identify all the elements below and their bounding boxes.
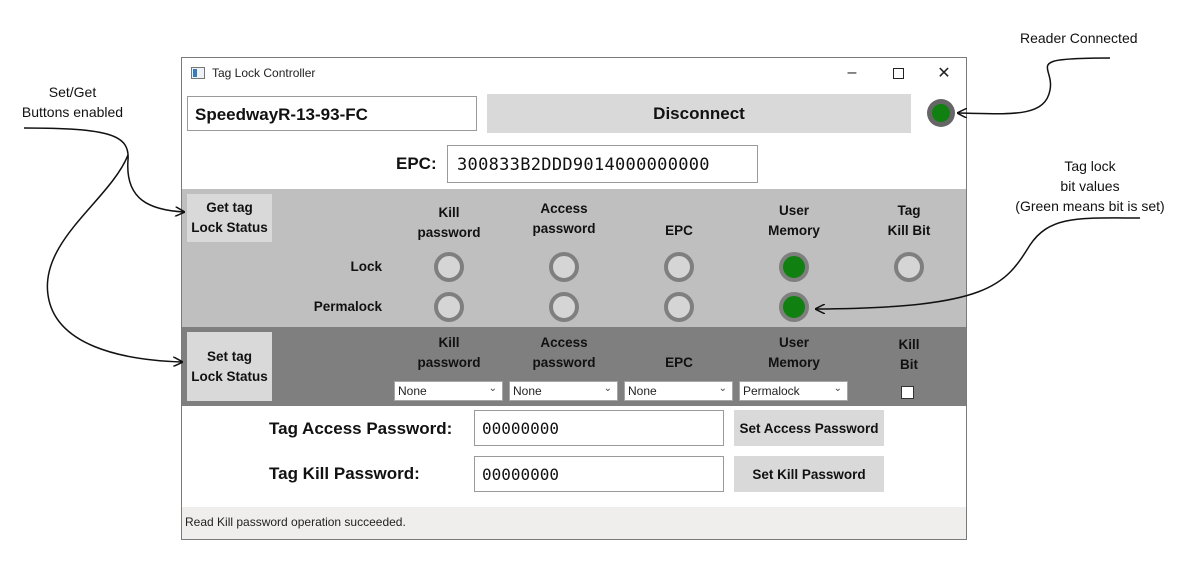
epc-label: EPC: (396, 154, 437, 173)
minimize-icon: – (847, 64, 857, 81)
set-access-password-button[interactable]: Set Access Password (734, 410, 884, 446)
get-button-line1: Get tag (206, 200, 253, 215)
set-col-killbit-line1: Kill (898, 337, 920, 352)
annotation-set-get-line2: Buttons enabled (21, 104, 124, 120)
chevron-down-icon: ⌄ (488, 383, 497, 394)
close-icon: ✕ (937, 65, 951, 82)
epc-value-field[interactable]: 300833B2DDD9014000000000 (447, 145, 758, 183)
get-col-kill-line2: password (417, 225, 481, 240)
set-button-line1: Set tag (206, 348, 252, 364)
user-memory-lock-value: Permalock (743, 384, 800, 398)
set-col-user-line1: User (778, 335, 810, 350)
reader-hostname-input[interactable]: SpeedwayR-13-93-FC (187, 96, 477, 131)
set-kill-password-button[interactable]: Set Kill Password (734, 456, 884, 492)
set-col-access-line1: Access (540, 335, 588, 350)
set-col-kill-line2: password (417, 355, 481, 370)
annotation-tag-lock-line2: bit values (1060, 178, 1120, 194)
set-col-killbit-line2: Bit (900, 357, 918, 372)
get-col-killbit-line1: Tag (897, 203, 921, 218)
status-message: Read Kill password operation succeeded. (185, 515, 406, 529)
get-button-line2: Lock Status (191, 220, 268, 235)
arrow-tag-lock-bits (816, 218, 1140, 309)
window-title: Tag Lock Controller (212, 66, 316, 80)
tag-access-password-input[interactable]: 00000000 (474, 410, 724, 446)
disconnect-button[interactable]: Disconnect (487, 94, 911, 133)
row-label-permalock: Permalock (313, 299, 382, 314)
chevron-down-icon: ⌄ (603, 383, 612, 394)
set-col-epc-label: EPC (665, 355, 693, 370)
set-col-access-line2: password (532, 355, 596, 370)
get-col-kill-line1: Kill (438, 205, 460, 220)
get-col-killbit-line2: Kill Bit (887, 223, 931, 238)
get-col-access-line2: password (532, 221, 596, 236)
set-col-user-line2: Memory (768, 355, 820, 370)
row-label-lock: Lock (350, 259, 382, 274)
access-password-lock-value: None (513, 384, 542, 398)
arrow-reader-connected (958, 58, 1110, 114)
get-col-epc-label: EPC (665, 223, 693, 238)
chevron-down-icon: ⌄ (833, 383, 842, 394)
get-col-user-line1: User (778, 203, 810, 218)
epc-lock-value: None (628, 384, 657, 398)
arrow-set-button (47, 155, 182, 362)
tag-kill-password-label: Tag Kill Password: (269, 464, 420, 483)
get-col-user-line2: Memory (768, 223, 820, 238)
chevron-down-icon: ⌄ (718, 383, 727, 394)
kill-password-lock-value: None (398, 384, 427, 398)
annotation-tag-lock-line1: Tag lock (1064, 158, 1116, 174)
annotation-set-get-line1: Set/Get (48, 84, 97, 100)
tag-access-password-label: Tag Access Password: (269, 419, 453, 438)
get-col-access-line1: Access (540, 201, 588, 216)
arrow-get-button (24, 128, 184, 212)
set-col-kill-line1: Kill (438, 335, 460, 350)
set-button-line2: Lock Status (191, 368, 268, 384)
annotation-reader-connected: Reader Connected (1020, 30, 1138, 46)
annotation-tag-lock-line3: (Green means bit is set) (1015, 198, 1165, 214)
tag-kill-password-input[interactable]: 00000000 (474, 456, 724, 492)
